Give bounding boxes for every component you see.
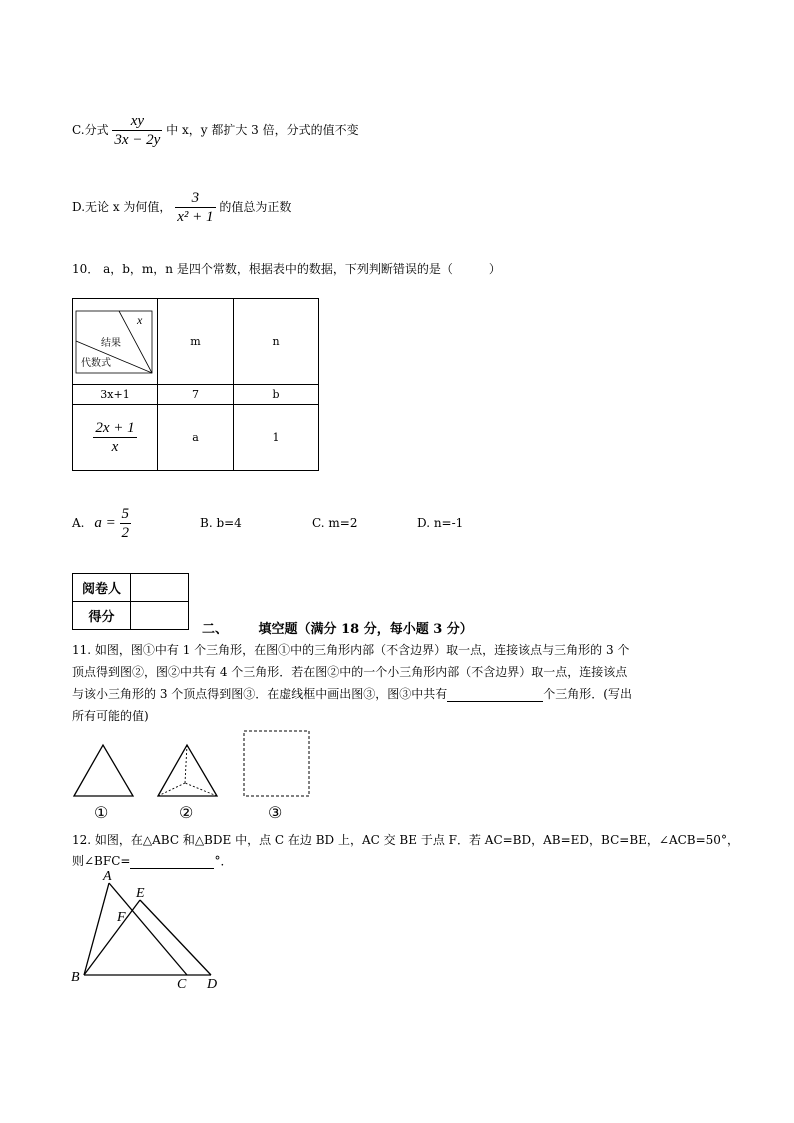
score-value: [131, 602, 189, 630]
option-c-denominator: 3x − 2y: [114, 132, 161, 148]
q10-option-d: D. n=-1: [417, 516, 464, 530]
q11-line-3: [72, 685, 632, 702]
table-header-x: x: [137, 313, 143, 327]
table-header-diagonal-cell: [73, 299, 158, 385]
q10-option-a-numerator: 5: [121, 506, 130, 522]
question-10-table: [72, 298, 319, 471]
reviewer-label: 阅卷人: [73, 574, 131, 602]
option-d-fraction: [175, 189, 215, 226]
table-row2-expr: [73, 405, 158, 471]
table-header-result: 结果: [101, 338, 121, 349]
table-row2-n: 1: [234, 405, 319, 471]
option-c: [72, 110, 359, 150]
table-col-m: m: [158, 299, 234, 385]
q11-answer-blank[interactable]: [447, 687, 543, 702]
q11-line-3a: 与该小三角形的 3 个顶点得到图③．在虚线框中画出图③，图③中共有: [72, 687, 448, 701]
point-label-f: F: [117, 910, 126, 925]
figure-3-label: ③: [268, 805, 283, 822]
table-row2-m: a: [158, 405, 234, 471]
option-d-prefix: D.无论 x 为何值，: [72, 200, 172, 214]
q10-option-a: [72, 505, 131, 541]
table-row1-m: 7: [158, 385, 234, 405]
section-2-number: 二、: [202, 622, 229, 637]
option-c-numerator: xy: [130, 113, 145, 129]
q10-option-a-label: A.: [72, 516, 85, 530]
table-row2-fraction: [93, 419, 136, 456]
question-10-stem: 10． a，b，m，n 是四个常数，根据表中的数据，下列判断错误的是（ ）: [72, 262, 501, 276]
point-label-a: A: [103, 869, 112, 884]
table-row2-denominator: x: [93, 437, 136, 456]
q10-option-a-fraction: [120, 505, 132, 542]
figure-1-triangle: [74, 745, 133, 796]
table-row1-expr: 3x+1: [73, 385, 158, 405]
q10-option-b: B. b=4: [200, 516, 242, 530]
figure-2-label: ②: [179, 805, 194, 822]
figure-1-label: ①: [94, 805, 109, 822]
q12-line-1: 12. 如图，在△ABC 和△BDE 中，点 C 在边 BD 上，AC 交 BE 于点 F．若 AC=BD，AB=ED，BC=BE，∠ACB=50°，: [72, 833, 739, 847]
option-c-suffix: 中 x，y 都扩大 3 倍，分式的值不变: [166, 123, 359, 137]
q11-line-2: 顶点得到图②，图②中共有 4 个三角形．若在图②中的一个小三角形内部（不含边界）取一点，连接该点: [72, 665, 628, 679]
option-c-prefix: C.分式: [72, 123, 109, 137]
q11-line-1: 11. 如图，图①中有 1 个三角形，在图①中的三角形内部（不含边界）取一点，连接该点与三角形的 3 个: [72, 643, 630, 657]
q10-option-a-denominator: 2: [121, 525, 130, 541]
q12-line-2a: 则∠BFC=: [72, 854, 131, 868]
q10-option-c: C. m=2: [312, 516, 358, 530]
option-d-numerator: 3: [191, 190, 200, 206]
point-label-e: E: [136, 886, 145, 901]
score-label: 得分: [73, 602, 131, 630]
point-label-b: B: [71, 970, 80, 985]
q10-option-a-lhs: a =: [94, 515, 116, 531]
point-label-c: C: [177, 977, 187, 992]
q11-figures: [66, 726, 326, 822]
figure-3-dashed-box[interactable]: [244, 731, 309, 796]
point-label-d: D: [207, 977, 218, 992]
section-2-title: 填空题（满分 18 分，每小题 3 分）: [258, 622, 473, 637]
table-row2-numerator: 2x + 1: [95, 420, 135, 436]
table-header-expression: 代数式: [81, 358, 111, 369]
table-col-n: n: [234, 299, 319, 385]
option-c-fraction: [112, 112, 162, 149]
option-d-denominator: x² + 1: [177, 209, 214, 225]
figure-2-triangle: [158, 745, 217, 796]
q11-line-4: 所有可能的值): [72, 709, 149, 723]
reviewer-score-box: [72, 573, 189, 630]
section-2-heading: [202, 618, 473, 637]
option-d-suffix: 的值总为正数: [219, 200, 292, 214]
q12-geometry: [84, 883, 211, 975]
q11-line-3b: 个三角形．(写出: [543, 687, 632, 701]
reviewer-value: [131, 574, 189, 602]
q12-figure: [66, 866, 236, 996]
table-row1-n: b: [234, 385, 319, 405]
q12-line-2b: °．: [214, 854, 233, 868]
option-d: [72, 187, 291, 227]
